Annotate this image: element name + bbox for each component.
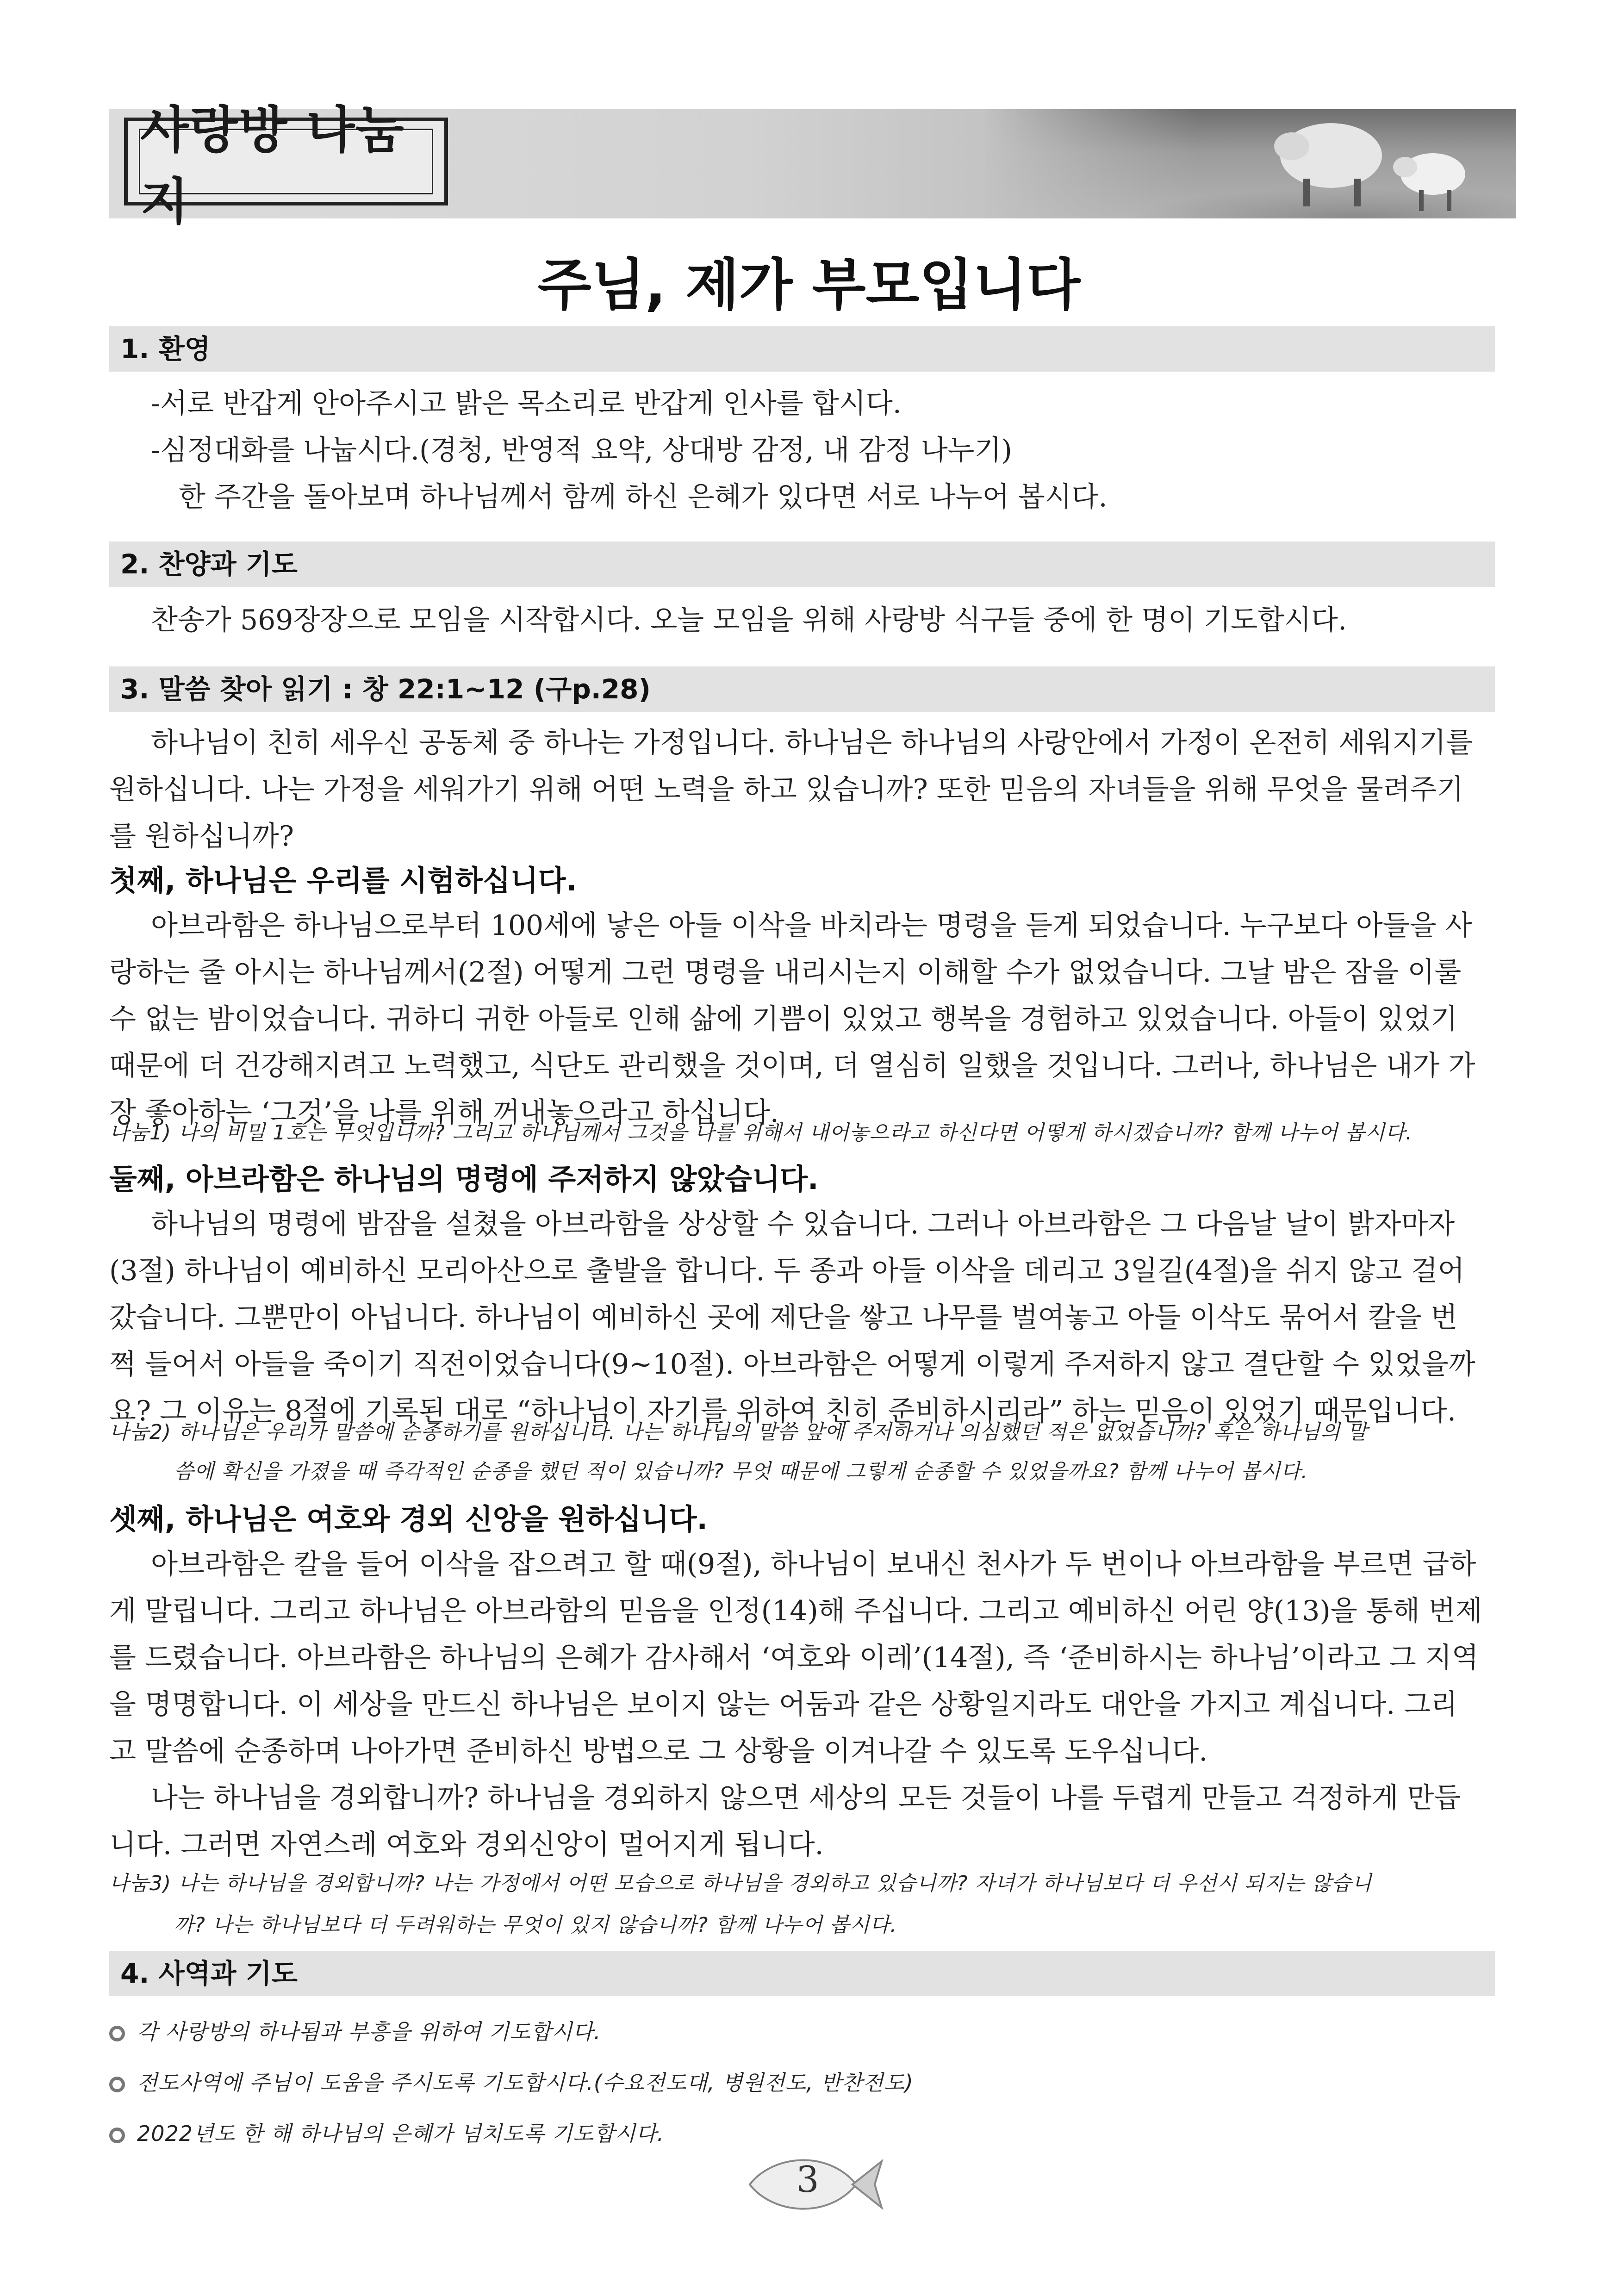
section-heading-ministry: 4. 사역과 기도 [109,1951,1495,1996]
section-body-praise [109,597,1495,644]
text-line: 게 말립니다. 그리고 하나님은 아브라함의 믿음을 인정(14)해 주십니다. 그리고 예비하신 어린 양(13)을 통해 번제 [109,1595,1482,1627]
sharing-note-2: 나눔2) 하나님은 우리가 말씀에 순종하기를 원하십니다. 나는 하나님의 말씀 앞에 주저하거나 의심했던 적은 없었습니까? 혹은 하나님의 말 [109,1420,1368,1444]
text-line: 장 좋아하는 ‘그것’을 나를 위해 꺼내놓으라고 하십니다. [109,1096,779,1129]
prayer-item [109,2108,664,2159]
bullet-icon [109,2026,125,2041]
text-line: 고 말씀에 순종하며 나아가면 준비하신 방법으로 그 상황을 이겨나갈 수 있도록 도우십니다. [109,1735,1208,1767]
bullet-icon [109,2128,125,2143]
logo-box [124,101,448,231]
sharing-note-2-cont: 씀에 확신을 가졌을 때 즉각적인 순종을 했던 적이 있습니까? 무엇 때문에 그렇게 순종할 수 있었을까요? 함께 나누어 봅시다. [174,1460,1308,1483]
section-heading-welcome: 1. 환영 [109,326,1495,372]
page-number: 3 [796,2159,819,2201]
point-2-subtitle: 둘째, 아브라함은 하나님의 명령에 주저하지 않았습니다. [109,1162,819,1196]
text-line: 쩍 들어서 아들을 죽이기 직전이었습니다(9~10절). 아브라함은 어떻게 이렇게 주저하지 않고 결단할 수 있었을까 [109,1348,1475,1381]
text-line: 수 없는 밤이었습니다. 귀하디 귀한 아들로 인해 삶에 기쁨이 있었고 행복을 경험하고 있었습니다. 아들이 있었기 [109,1003,1458,1035]
text-line: 찬송가 569장장으로 모임을 시작합시다. 오늘 모임을 위해 사랑방 식구들 중에 한 명이 기도합시다. [151,604,1347,636]
text-line: 를 드렸습니다. 아브라함은 하나님의 은혜가 감사해서 ‘여호와 이레’(14절), 즉 ‘준비하시는 하나님’이라고 그 지역 [109,1642,1479,1674]
prayer-item [109,2006,601,2057]
text-line: 아브라함은 칼을 들어 이삭을 잡으려고 할 때(9절), 하나님이 보내신 천사가 두 번이나 아브라함을 부르면 급하 [151,1548,1476,1580]
scripture-intro [109,720,1495,860]
section-body-welcome [109,380,1495,521]
section-heading-scripture: 3. 말씀 찾아 읽기 : 창 22:1~12 (구p.28) [109,666,1495,712]
point-1-body [109,902,1495,1136]
sharing-note-3: 나눔3) 나는 하나님을 경외합니까? 나는 가정에서 어떤 모습으로 하나님을 경외하고 있습니까? 자녀가 하나님보다 더 우선시 되지는 않습니 [109,1872,1372,1895]
text-line: 랑하는 줄 아시는 하나님께서(2절) 어떻게 그런 명령을 내리시는지 이해할 수가 없었습니다. 그날 밤은 잠을 이룰 [109,956,1462,989]
text-line: 때문에 더 건강해지려고 노력했고, 식단도 관리했을 것이며, 더 열심히 일했을 것입니다. 그러나, 하나님은 내가 가 [109,1050,1475,1082]
bullet-icon [109,2077,125,2092]
text-line: 을 명명합니다. 이 세상을 만드신 하나님은 보이지 않는 어둠과 같은 상황일지라도 대안을 가지고 계십니다. 그리 [109,1688,1458,1721]
text-line: 니다. 그러면 자연스레 여호와 경외신앙이 멀어지게 됩니다. [109,1829,824,1861]
text-line: 하나님의 명령에 밤잠을 설쳤을 아브라함을 상상할 수 있습니다. 그러나 아브라함은 그 다음날 날이 밝자마자 [151,1208,1455,1240]
prayer-text: 2022년도 한 해 하나님의 은혜가 넘치도록 기도합시다. [137,2121,665,2146]
logo-text: 사랑방 나눔지 [139,129,433,194]
prayer-item [109,2057,914,2108]
text-line: -심정대화를 나눕시다.(경청, 반영적 요약, 상대방 감정, 내 감정 나누기) [151,434,1012,467]
text-line: (3절) 하나님이 예비하신 모리아산으로 출발을 합니다. 두 종과 아들 이삭을 데리고 3일길(4절)을 쉬지 않고 걸어 [109,1255,1465,1287]
text-line: -서로 반갑게 안아주시고 밝은 목소리로 반갑게 인사를 합시다. [151,387,902,420]
text-line: 원하십니다. 나는 가정을 세워가기 위해 어떤 노력을 하고 있습니까? 또한 믿음의 자녀들을 위해 무엇을 물려주기 [109,773,1464,806]
section-heading-praise: 2. 찬양과 기도 [109,541,1495,587]
sheep-icon [1248,114,1488,218]
sharing-note-3-cont: 까? 나는 하나님보다 더 두려워하는 무엇이 있지 않습니까? 함께 나누어 봅시다. [174,1913,897,1937]
page-number-block [745,2150,884,2219]
sharing-note-1: 나눔1) 나의 비밀 1호는 무엇입니까? 그리고 하나님께서 그것을 나를 위해서 내어놓으라고 하신다면 어떻게 하시겠습니까? 함께 나누어 봅시다. [109,1121,1413,1145]
point-3-subtitle: 셋째, 하나님은 여호와 경외 신앙을 원하십니다. [109,1502,708,1536]
prayer-text: 전도사역에 주님이 도움을 주시도록 기도합시다.(수요전도대, 병원전도, 반찬전도) [137,2070,914,2095]
prayer-text: 각 사랑방의 하나됨과 부흥을 위하여 기도합시다. [137,2019,601,2044]
point-3-body [109,1541,1495,1868]
text-line: 요? 그 이유는 8절에 기록된 대로 “하나님이 자기를 위하여 친히 준비하시리라” 하는 믿음이 있었기 때문입니다. [109,1395,1456,1427]
point-2-body [109,1201,1495,1435]
text-line: 갔습니다. 그뿐만이 아닙니다. 하나님이 예비하신 곳에 제단을 쌓고 나무를 벌여놓고 아들 이삭도 묶어서 칼을 번 [109,1301,1458,1334]
text-line: 하나님이 친히 세우신 공동체 중 하나는 가정입니다. 하나님은 하나님의 사랑안에서 가정이 온전히 세워지기를 [151,727,1473,759]
text-line: 나는 하나님을 경외합니까? 하나님을 경외하지 않으면 세상의 모든 것들이 나를 두렵게 만들고 걱정하게 만듭 [151,1782,1461,1814]
point-1-subtitle: 첫째, 하나님은 우리를 시험하십니다. [109,864,577,897]
text-line: 아브라함은 하나님으로부터 100세에 낳은 아들 이삭을 바치라는 명령을 듣게 되었습니다. 누구보다 아들을 사 [151,909,1472,942]
text-line: 를 원하십니까? [109,820,294,852]
page-title: 주님, 제가 부모입니다 [537,253,1081,317]
text-line: 한 주간을 돌아보며 하나님께서 함께 하신 은혜가 있다면 서로 나누어 봅시다. [179,481,1108,513]
